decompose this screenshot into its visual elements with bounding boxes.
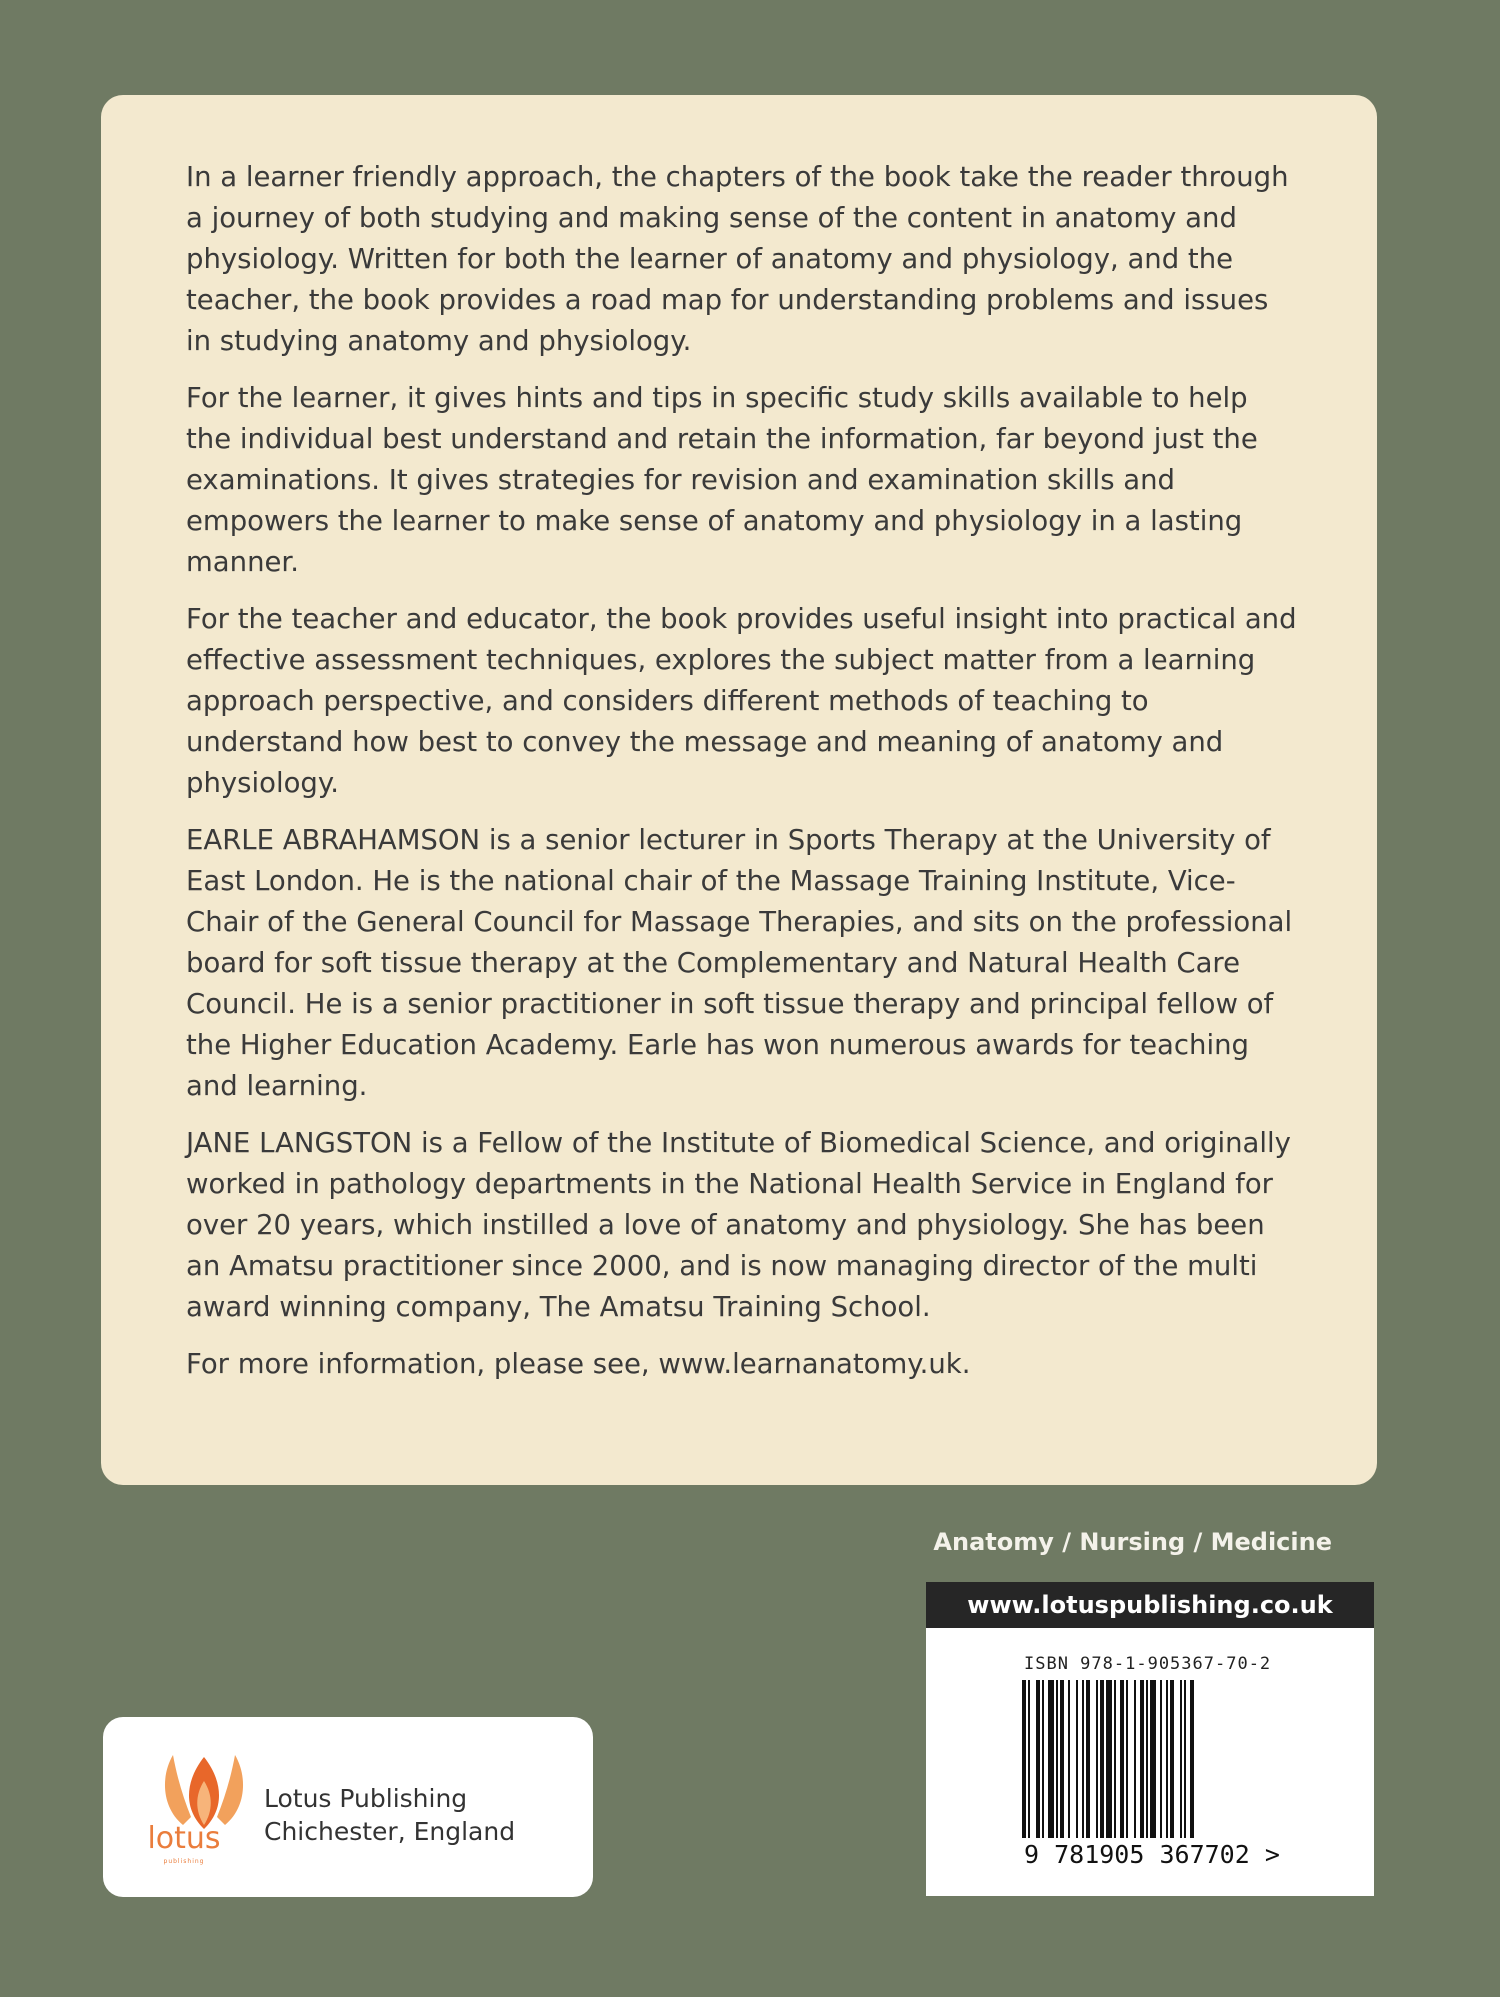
publisher-website: www.lotuspublishing.co.uk — [926, 1582, 1374, 1628]
blurb-paragraph-intro: In a learner friendly approach, the chapters of the book take the reader through a journey of both studying and making sense of the content in anatomy and physiology. Written for both the learner of anatomy and physiology, and the teacher, the book provides a road map for understanding problems and issues in studying anatomy and physiology. — [186, 161, 1289, 357]
logo-subtext: publishing — [163, 1858, 205, 1865]
blurb-panel — [101, 95, 1377, 1485]
publisher-info — [264, 1782, 515, 1848]
barcode-digits: 9 781905 367702 > — [1024, 1840, 1280, 1869]
publisher-box — [103, 1717, 593, 1897]
author-bio-abrahamson: EARLE ABRAHAMSON is a senior lecturer in Sports Therapy at the University of East London. He is the national chair of the Massage Training Institute, Vice-Chair of the General Council for Massage Therapies, and sits on the professional board for soft tissue therapy at the Complementary and Natural Health Care Council. He is a senior practitioner in soft tissue therapy and principal fellow of the Higher Education Academy. Earle has won numerous awards for teaching and learning. — [186, 824, 1293, 1102]
subject-category: Anatomy / Nursing / Medicine — [933, 1528, 1332, 1556]
isbn-label: ISBN 978-1-905367-70-2 — [1024, 1654, 1272, 1674]
author-bio-langston: JANE LANGSTON is a Fellow of the Institute of Biomedical Science, and originally worked in pathology departments in the National Health Service in England for over 20 years, which instilled a love of anatomy and physiology. She has been an Amatsu practitioner since 2000, and is now managing director of the multi award winning company, The Amatsu Training School. — [186, 1127, 1291, 1323]
barcode-box — [926, 1582, 1374, 1896]
publisher-location: Chichester, England — [264, 1817, 516, 1846]
blurb-paragraph-teacher: For the teacher and educator, the book provides useful insight into practical and effective assessment techniques, explores the subject matter from a learning approach perspective, and considers different methods of teaching to understand how best to convey the message and meaning of anatomy and physiology. — [186, 603, 1297, 799]
logo-wordmark: lotus — [147, 1821, 221, 1856]
publisher-name: Lotus Publishing — [264, 1784, 468, 1813]
barcode-icon — [1022, 1680, 1254, 1838]
more-info-line: For more information, please see, www.learnanatomy.uk. — [186, 1348, 971, 1380]
blurb-paragraph-learner: For the learner, it gives hints and tips in specific study skills available to help the individual best understand and retain the information, far beyond just the examinations. It gives strategies for revision and examination skills and empowers the learner to make sense of anatomy and physiology in a lasting manner. — [186, 382, 1258, 578]
